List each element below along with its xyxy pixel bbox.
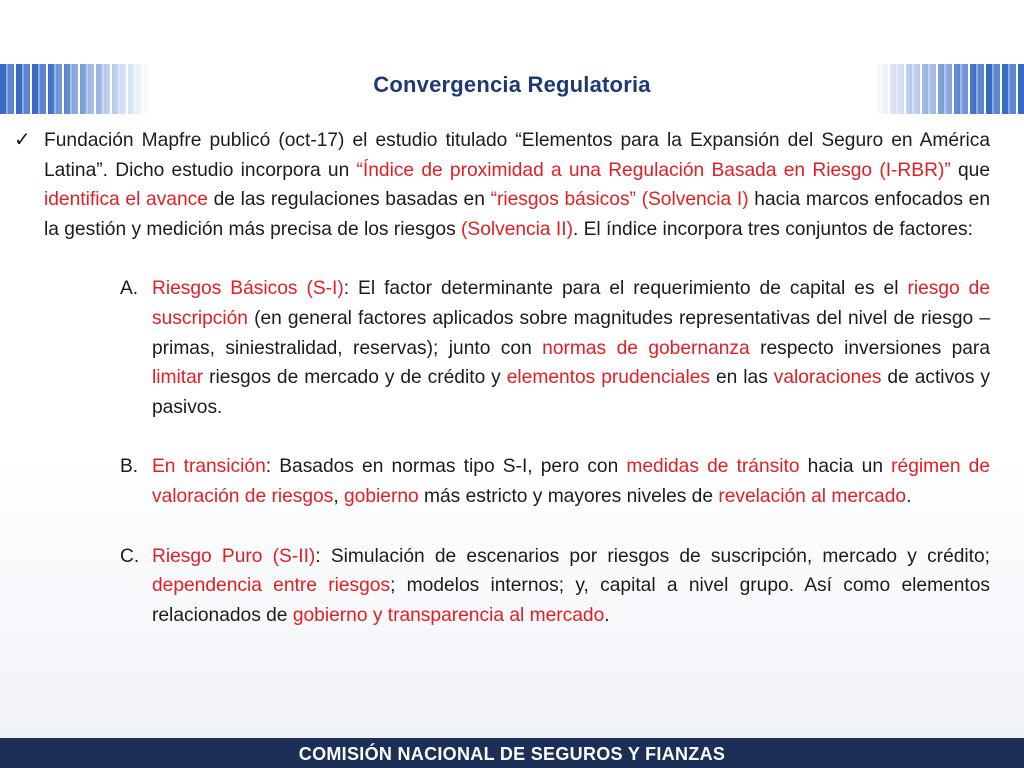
factor-list xyxy=(14,274,990,630)
highlight: dependencia entre riesgos xyxy=(152,575,391,597)
list-item-text xyxy=(152,452,990,511)
intro-highlight-identifica: identifica el avance xyxy=(44,189,208,211)
highlight: Riesgo Puro (S-II) xyxy=(152,545,316,567)
intro-highlight-index: “Índice de proximidad a una Regulación Basada en Riesgo (I-RBR)” xyxy=(356,159,951,181)
intro-text-5: . El índice incorpora tres conjuntos de factores: xyxy=(572,218,973,240)
highlight: valoraciones xyxy=(773,367,882,389)
intro-text-4: hacia marcos enfocados en la gestión y medición más precisa de los riesgos xyxy=(44,189,990,240)
check-icon: ✓ xyxy=(14,129,31,151)
text-run: ; modelos internos; y, capital a nivel grupo. Así como elementos relacionados de xyxy=(152,575,990,626)
intro-paragraph xyxy=(44,126,990,244)
list-marker: A. xyxy=(120,278,139,300)
text-run: más estricto y mayores niveles de xyxy=(418,485,719,507)
list-item-text xyxy=(152,274,990,422)
text-run: : Basados en normas tipo S-I, pero con xyxy=(265,456,627,478)
highlight: riesgo de suscripción xyxy=(152,278,991,329)
highlight: elementos prudenciales xyxy=(506,367,711,389)
text-run: : El factor determinante para el requerimiento de capital es el xyxy=(343,278,908,300)
text-run: . xyxy=(906,485,912,507)
highlight: gobierno y transparencia al mercado xyxy=(292,604,605,626)
list-marker: C. xyxy=(120,545,140,567)
intro-highlight-solvencia-2: (Solvencia II) xyxy=(461,218,573,240)
text-run: , xyxy=(333,485,344,507)
highlight: limitar xyxy=(152,367,204,389)
text-run: hacia un xyxy=(799,456,892,478)
intro-highlight-solvencia-1: “riesgos básicos” (Solvencia I) xyxy=(490,189,749,211)
footer-text: COMISIÓN NACIONAL DE SEGUROS Y FIANZAS xyxy=(298,744,726,764)
text-run: en las xyxy=(710,367,774,389)
highlight: medidas de tránsito xyxy=(626,456,800,478)
highlight: régimen de valoración de riesgos xyxy=(152,456,990,507)
list-item-text xyxy=(152,542,990,631)
text-run: : Simulación de escenarios por riesgos de suscripción, mercado y crédito; xyxy=(315,545,991,567)
list-item-a xyxy=(120,274,990,422)
intro-text-3: de las regulaciones basadas en xyxy=(207,189,491,211)
highlight: revelación al mercado xyxy=(718,485,907,507)
text-run: riesgos de mercado y de crédito y xyxy=(203,367,507,389)
slide-title: Convergencia Regulatoria xyxy=(373,72,651,97)
highlight: normas de gobernanza xyxy=(542,337,750,359)
intro-bullet xyxy=(14,126,990,244)
text-run: de activos y pasivos. xyxy=(152,367,990,418)
slide-content xyxy=(14,126,990,660)
list-marker: B. xyxy=(120,456,139,478)
highlight: gobierno xyxy=(344,485,419,507)
intro-text-2: que xyxy=(950,159,990,181)
highlight: Riesgos Básicos (S-I) xyxy=(152,278,344,300)
text-run: respecto inversiones para xyxy=(749,337,990,359)
intro-text-1: Fundación Mapfre publicó (oct-17) el estudio titulado “Elementos para la Expansión del Seguro en América Latina”. Dicho estudio incorpora un xyxy=(44,130,990,181)
list-item-c xyxy=(120,542,990,631)
text-run: (en general factores aplicados sobre magnitudes representativas del nivel de riesgo –primas, siniestralidad, reservas); junto con xyxy=(152,307,990,359)
highlight: En transición xyxy=(152,456,266,478)
list-item-b xyxy=(120,452,990,511)
text-run: . xyxy=(604,604,610,626)
